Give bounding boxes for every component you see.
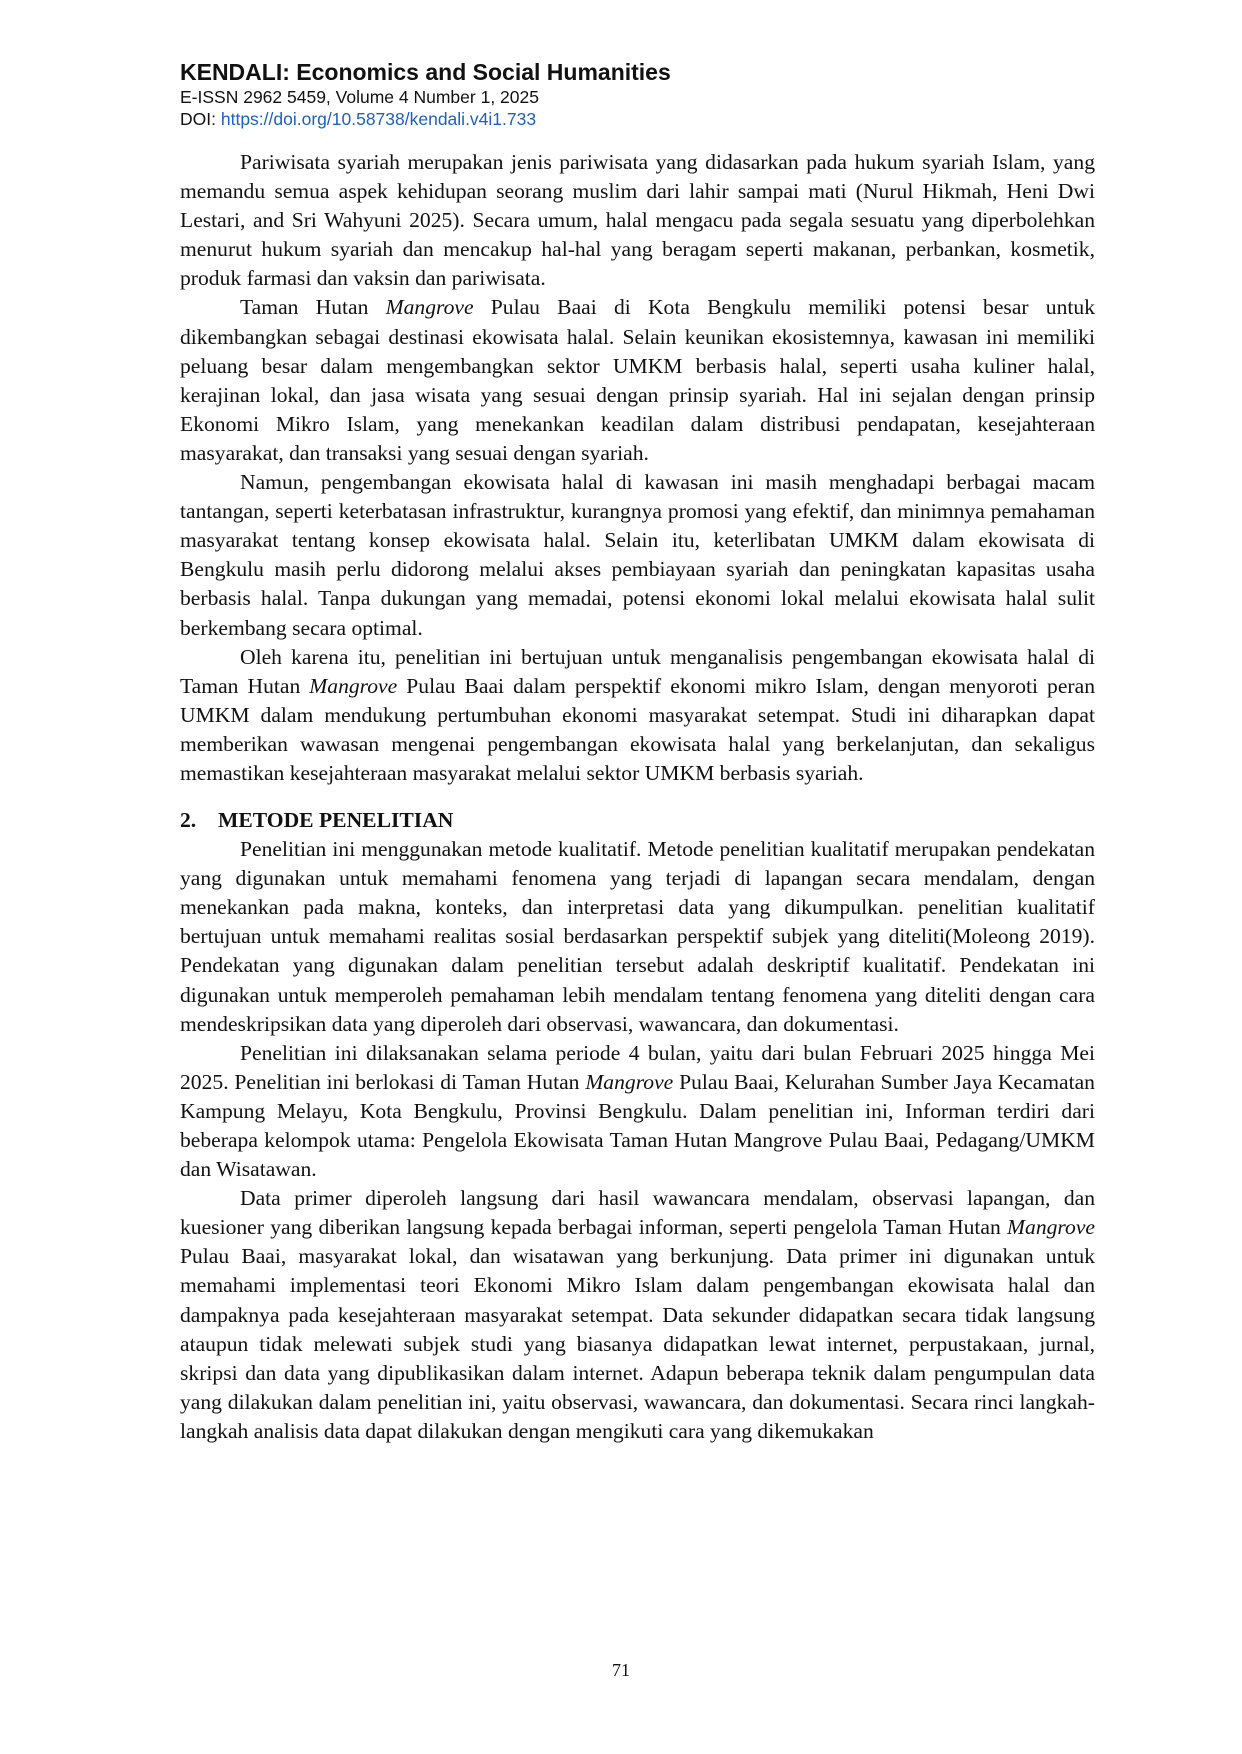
text-run: Data primer diperoleh langsung dari hasil wawancara mendalam, observasi lapangan, dan kuesioner yang diberikan langsung kepada berbagai informan, seperti pengelola Taman Hutan [180,1186,1095,1240]
paragraph: Pariwisata syariah merupakan jenis pariwisata yang didasarkan pada hukum syariah Islam, yang memandu semua aspek kehidupan seorang muslim dari lahir sampai mati (Nurul Hikmah, Heni Dwi Lestari, and Sri Wahyuni 2025). Secara umum, halal mengacu pada segala sesuatu yang diperbolehkan menurut hukum syariah dan mencakup hal-hal yang beragam seperti makanan, perbankan, kosmetik, produk farmasi dan vaksin dan pariwisata. [180,150,1095,291]
doi-link[interactable]: https://doi.org/10.58738/kendali.v4i1.733 [220,109,537,129]
italic-term: Mangrove [309,673,398,698]
text-run: Penelitian ini dilaksanakan selama periode 4 bulan, yaitu dari bulan Februari 2025 hingga Mei 2025. Penelitian ini berlokasi di Taman Hutan [180,1040,1095,1094]
text-run: Pulau Baai, Kelurahan Sumber Jaya Kecamatan Kampung Melayu, Kota Bengkulu, Provinsi Bengkulu. Dalam penelitian ini, Informan terdiri dari beberapa kelompok utama: Pengelola Ekowisata Taman Hutan Mangrove Pulau Baai, Pedagang/UMKM dan Wisatawan. [180,1069,1095,1182]
journal-header [180,58,1095,130]
paragraph: Penelitian ini menggunakan metode kualitatif. Metode penelitian kualitatif merupakan pendekatan yang digunakan untuk memahami fenomena yang terjadi di lapangan secara mendalam, dengan menekankan pada makna, konteks, dan interpretasi data yang dikumpulkan. penelitian kualitatif bertujuan untuk memahami realitas sosial berdasarkan perspektif subjek yang diteliti(Moleong 2019). Pendekatan yang digunakan dalam penelitian tersebut adalah deskriptif kualitatif. Pendekatan ini digunakan untuk memperoleh pemahaman lebih mendalam tentang fenomena yang diteliti dengan cara mendeskripsikan data yang diperoleh dari observasi, wawancara, dan dokumentasi. [180,837,1095,1036]
paragraph [180,293,1095,468]
section-heading [180,806,1095,835]
doi-label: DOI: [180,109,216,129]
issn-line: E-ISSN 2962 5459, Volume 4 Number 1, 2025 [180,87,539,107]
paragraph [180,1184,1095,1446]
page-number: 71 [612,1660,630,1680]
paragraph [180,1039,1095,1184]
italic-term: Mangrove [1007,1215,1095,1240]
text-run: Pulau Baai, masyarakat lokal, dan wisatawan yang berkunjung. Data primer ini digunakan untuk memahami implementasi teori Ekonomi Mikro Islam dalam pengembangan ekowisata halal dan dampaknya pada kesejahteraan masyarakat setempat. Data sekunder didapatkan secara tidak langsung ataupun tidak melewati subjek studi yang biasanya didapatkan lewat internet, perpustakaan, jurnal, skripsi dan data yang dipublikasikan dalam internet. Adapun beberapa teknik dalam pengumpulan data yang dilakukan dalam penelitian ini, yaitu observasi, wawancara, dan dokumentasi. Secara rinci langkah-langkah analisis data dapat dilakukan dengan mengikuti cara yang dikemukakan [180,1244,1095,1443]
paragraph [180,643,1095,788]
section-number: 2. [180,808,197,833]
text-run: Taman Hutan [240,295,386,320]
italic-term: Mangrove [385,295,474,320]
italic-term: Mangrove [585,1069,674,1094]
text-run: Oleh karena itu, penelitian ini bertujuan untuk menganalisis pengembangan ekowisata halal di Taman Hutan [180,644,1095,698]
doi-line [180,108,1095,130]
page-content [180,58,1095,1446]
paragraph: Namun, pengembangan ekowisata halal di kawasan ini masih menghadapi berbagai macam tantangan, seperti keterbatasan infrastruktur, kurangnya promosi yang efektif, dan minimnya pemahaman masyarakat tentang konsep ekowisata halal. Selain itu, keterlibatan UMKM dalam ekowisata di Bengkulu masih perlu didorong melalui akses pembiayaan syariah dan peningkatan kapasitas usaha berbasis halal. Tanpa dukungan yang memadai, potensi ekonomi lokal melalui ekowisata halal sulit berkembang secara optimal. [180,470,1095,640]
text-run: Pulau Baai di Kota Bengkulu memiliki potensi besar untuk dikembangkan sebagai destinasi ekowisata halal. Selain keunikan ekosistemnya, kawasan ini memiliki peluang besar dalam mengembangkan sektor UMKM berbasis halal, seperti usaha kuliner halal, kerajinan lokal, dan jasa wisata yang sesuai dengan prinsip syariah. Hal ini sejalan dengan prinsip Ekonomi Mikro Islam, yang menekankan keadilan dalam distribusi pendapatan, kesejahteraan masyarakat, dan transaksi yang sesuai dengan syariah. [180,295,1095,465]
article-body [180,148,1095,1446]
section-title: METODE PENELITIAN [218,808,454,833]
text-run: Pulau Baai dalam perspektif ekonomi mikro Islam, dengan menyoroti peran UMKM dalam mendukung pertumbuhan ekonomi masyarakat setempat. Studi ini diharapkan dapat memberikan wawasan mengenai pengembangan ekowisata halal yang berkelanjutan, dan sekaligus memastikan kesejahteraan masyarakat melalui sektor UMKM berbasis syariah. [180,673,1095,785]
journal-title: KENDALI: Economics and Social Humanities [180,59,671,85]
